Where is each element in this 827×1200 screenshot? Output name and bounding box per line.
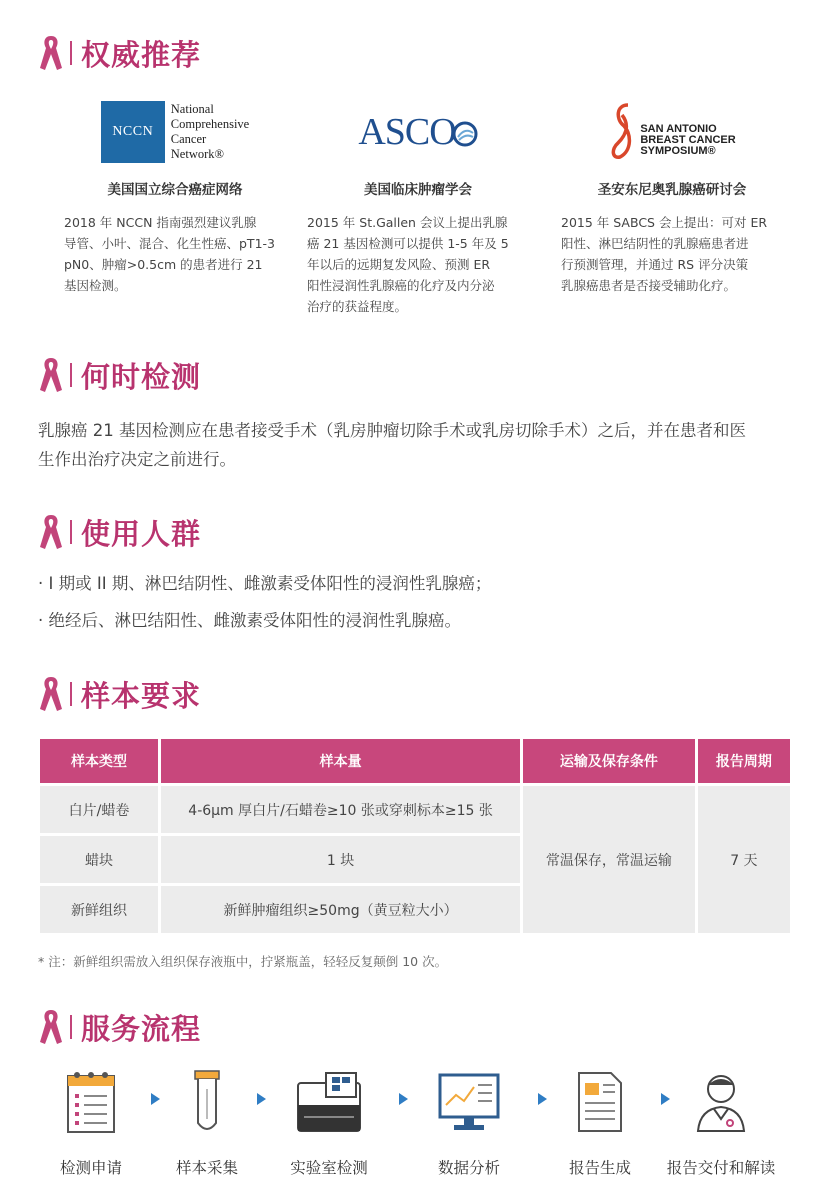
- text-line: 乳腺癌 21 基因检测应在患者接受手术（乳房肿瘤切除手术或乳房切除手术）之后，并在患者和医: [38, 421, 746, 440]
- section-heading: 服务流程: [81, 1011, 202, 1046]
- text-line: 癌 21 基因检测可以提供 1-5 年及 5: [307, 236, 509, 251]
- recommendation-text: [60, 212, 290, 296]
- step-label: 报告交付和解读: [666, 1159, 776, 1177]
- checklist-icon: [65, 1070, 117, 1134]
- process-step-lab: [274, 1066, 384, 1178]
- nccn-logo-line: Network®: [170, 147, 225, 161]
- table-cell: 新鲜肿瘤组织≥50mg（黄豆粒大小）: [161, 886, 520, 933]
- process-step-analysis: [414, 1066, 524, 1178]
- text-line: pN0、肿瘤>0.5cm 的患者进行 21: [64, 257, 263, 272]
- sabcs-logo-line: SYMPOSIUM®: [640, 144, 716, 157]
- text-line: 基因检测。: [64, 278, 127, 293]
- lab-instrument-icon: [296, 1071, 362, 1133]
- ribbon-icon: [38, 34, 64, 72]
- footnote: * 注：新鲜组织需放入组织保存液瓶中，拧紧瓶盖，轻轻反复颠倒 10 次。: [38, 954, 448, 969]
- monitor-chart-icon: [438, 1071, 500, 1133]
- sabcs-logo-line: SAN ANTONIO: [640, 122, 717, 135]
- arrow-icon: [257, 1093, 266, 1105]
- nccn-logo-box: NCCN: [101, 101, 165, 163]
- text-line: 行预测管理，并通过 RS 评分决策: [561, 257, 749, 272]
- table-cell: 新鲜组织: [40, 886, 158, 933]
- process-step-sample: [152, 1066, 262, 1178]
- text-line: 2015 年 St.Gallen 会议上提出乳腺: [307, 215, 508, 230]
- text-line: 生作出治疗决定之前进行。: [38, 450, 236, 469]
- section-heading: 何时检测: [81, 359, 202, 394]
- asco-logo: [303, 92, 533, 172]
- asco-logo-text: ASCO: [358, 111, 456, 153]
- process-step-delivery: [656, 1066, 786, 1178]
- ribbon-icon: [38, 513, 64, 551]
- table-header: 运输及保存条件: [523, 739, 695, 783]
- recommendation-text: [557, 212, 787, 296]
- section-title-when: [38, 355, 201, 395]
- section-heading: 使用人群: [81, 516, 202, 551]
- table-header: 样本量: [161, 739, 520, 783]
- recommendation-asco: [303, 92, 533, 317]
- title-divider: [70, 1015, 72, 1039]
- section-title-recommend: [38, 33, 201, 73]
- org-name: 美国国立综合癌症网络: [107, 182, 243, 198]
- ribbon-icon: [38, 675, 64, 713]
- text-line: 治疗的获益程度。: [307, 299, 408, 314]
- title-divider: [70, 363, 72, 387]
- step-label: 报告生成: [568, 1159, 631, 1177]
- doctor-icon: [694, 1071, 748, 1133]
- process-step-report: [545, 1066, 655, 1178]
- nccn-logo-line: Comprehensive: [170, 117, 250, 131]
- process-step-apply: [36, 1066, 146, 1178]
- arrow-icon: [399, 1093, 408, 1105]
- table-header-row: [40, 739, 790, 783]
- step-label: 样本采集: [175, 1159, 238, 1177]
- section-title-sample: [38, 674, 201, 714]
- text-line: 导管、小叶、混合、化生性癌、pT1-3: [64, 236, 275, 251]
- org-name: 圣安东尼奥乳腺癌研讨会: [597, 182, 747, 198]
- section-heading: 权威推荐: [81, 37, 202, 72]
- table-header: 样本类型: [40, 739, 158, 783]
- table-header: 报告周期: [698, 739, 790, 783]
- section-title-who: [38, 512, 201, 552]
- nccn-logo-line: National: [170, 102, 214, 116]
- nccn-logo-line: Cancer: [170, 132, 207, 146]
- globe-icon: [452, 121, 478, 147]
- table-row: [40, 786, 790, 833]
- step-label: 实验室检测: [290, 1159, 368, 1177]
- table-cell: 蜡块: [40, 836, 158, 883]
- test-tube-icon: [192, 1069, 222, 1135]
- storage-cell: 常温保存，常温运输: [523, 786, 695, 933]
- sample-table: [40, 736, 793, 936]
- recommendation-text: [303, 212, 533, 317]
- title-divider: [70, 520, 72, 544]
- text-line: 年以后的远期复发风险、预测 ER: [307, 257, 491, 272]
- report-document-icon: [577, 1071, 623, 1133]
- sabcs-logo-line: BREAST CANCER: [640, 133, 736, 146]
- period-cell: 7 天: [698, 786, 790, 933]
- sabcs-logo: [557, 92, 787, 172]
- when-paragraph: [38, 416, 798, 474]
- text-line: 阳性、淋巴结阴性的乳腺癌患者进: [561, 236, 749, 251]
- step-label: 数据分析: [437, 1159, 500, 1177]
- text-line: 2015 年 SABCS 会上提出：可对 ER: [561, 215, 768, 230]
- text-line: 2018 年 NCCN 指南强烈建议乳腺: [64, 215, 257, 230]
- list-item: · 绝经后、淋巴结阳性、雌激素受体阳性的浸润性乳腺癌。: [38, 611, 461, 630]
- table-cell: 白片/蜡卷: [40, 786, 158, 833]
- recommendation-sabcs: [557, 92, 787, 296]
- table-cell: 1 块: [161, 836, 520, 883]
- org-name: 美国临床肿瘤学会: [364, 182, 472, 198]
- list-item: · I 期或 II 期、淋巴结阴性、雌激素受体阳性的浸润性乳腺癌；: [38, 574, 492, 593]
- ribbon-icon: [38, 356, 64, 394]
- text-line: 乳腺癌患者是否接受辅助化疗。: [561, 278, 737, 293]
- step-label: 检测申请: [59, 1159, 122, 1177]
- text-line: 阳性浸润性乳腺癌的化疗及内分泌: [307, 278, 495, 293]
- title-divider: [70, 41, 72, 65]
- table-cell: 4-6μm 厚白片/石蜡卷≥10 张或穿刺标本≥15 张: [161, 786, 520, 833]
- recommendation-nccn: [60, 92, 290, 296]
- title-divider: [70, 682, 72, 706]
- nccn-logo: [60, 92, 290, 172]
- section-heading: 样本要求: [81, 678, 202, 713]
- ribbon-icon: [38, 1008, 64, 1046]
- ribbon-logo-icon: [608, 101, 638, 163]
- section-title-process: [38, 1007, 201, 1047]
